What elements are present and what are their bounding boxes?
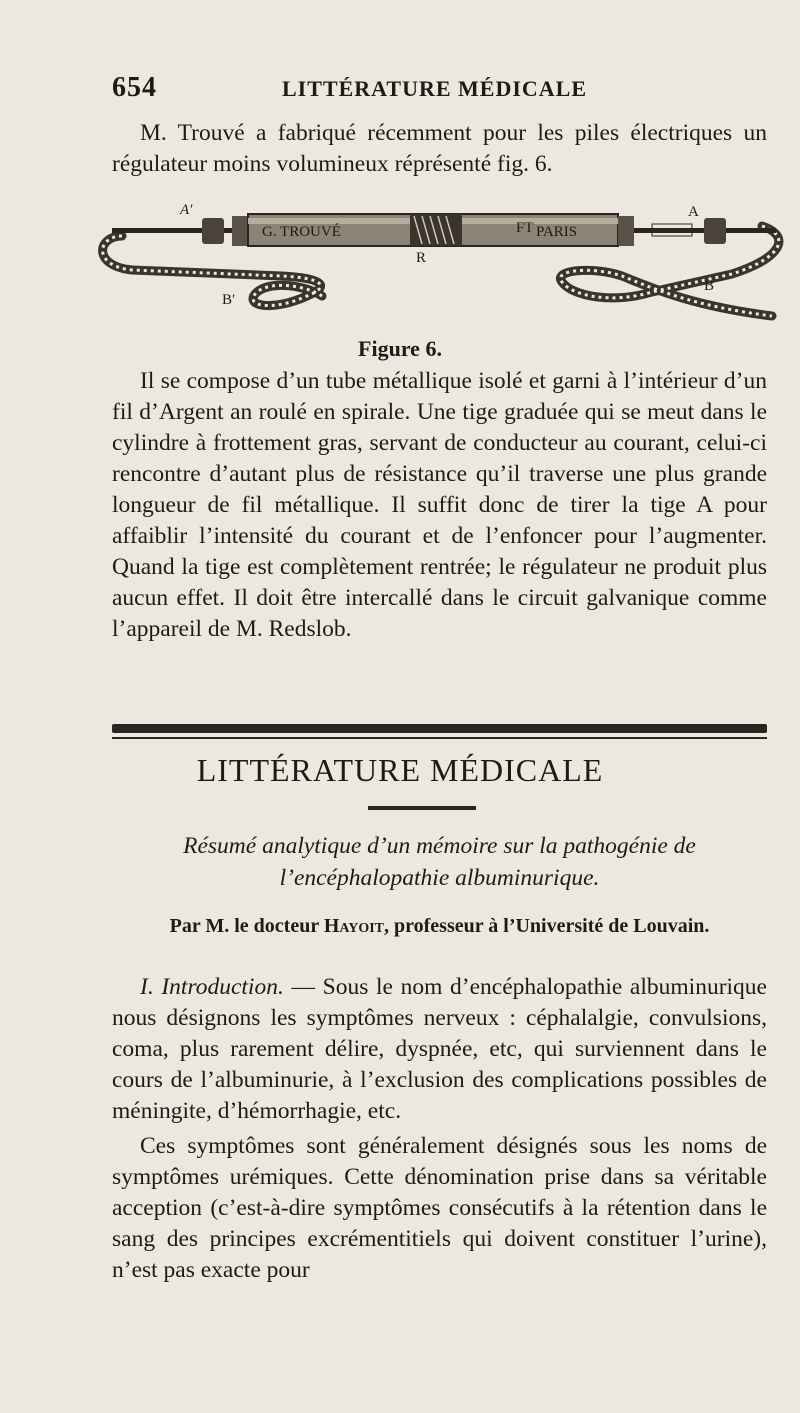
page-number: 654 xyxy=(112,72,157,103)
running-title: LITTÉRATURE MÉDICALE xyxy=(282,76,588,101)
left-rod xyxy=(112,228,252,233)
symptoms-paragraph: Ces symptômes sont généralement désignés sous les noms de symptômes urémiques. Cette dénomination prise dans sa véritable acception (c’est-à-dire symptômes consécutifs à la rétention dans le sang des principes excrémentitiels qui doivent constituer l’urine), n’est pas exacte pour xyxy=(112,1133,767,1283)
label-r: R xyxy=(416,250,427,266)
regulator-engraving xyxy=(92,196,792,336)
article-byline xyxy=(112,915,767,938)
section-divider-thick xyxy=(112,724,767,733)
right-rod xyxy=(634,228,704,233)
byline-suffix: , professeur à l’Université de Louvain. xyxy=(384,915,710,937)
title-underline xyxy=(368,806,476,810)
engraving-text-3: PARIS xyxy=(536,224,578,240)
author-name: Hayoit xyxy=(323,915,384,937)
intro-paragraph: M. Trouvé a fabriqué récemment pour les piles électriques un régulateur moins volumineux réprésenté fig. 6. xyxy=(112,120,767,177)
description-paragraph: Il se compose d’un tube métallique isolé et garni à l’intérieur d’un fil d’Argent an roulé en spirale. Une tige graduée qui se meut dans le cylindre à frottement gras, servant de conducteur au courant, celui-ci rencontre d’autant plus de résistance qu’il traverse une plus grande longueur de fil métallique. Il suffit donc de tirer la tige A pour affaiblir l’intensité du courant et de l’enfoncer pour l’augmenter. Quand la tige est complètement rentrée; le régulateur ne produit plus aucun effet. Il doit être intercallé dans le circuit galvanique comme l’appareil de M. Redslob. xyxy=(112,368,767,642)
right-knob xyxy=(704,218,726,244)
right-rod-end xyxy=(726,228,776,233)
right-cap xyxy=(618,216,634,246)
introduction-label: I. Introduction. xyxy=(140,974,284,1000)
introduction-paragraph xyxy=(112,972,767,1127)
label-b: B xyxy=(704,278,715,294)
introduction-text: — Sous le nom d’encéphalopathie albuminurique nous désignons les symptômes nerveux : céphalalgie, convulsions, coma, plus rarement délire, dyspnée, etc, qui surviennent dans le cours de l’albuminurie, à l’exclusion des complications possibles de méningite, d’hémorrhagie, etc. xyxy=(112,974,767,1124)
byline-prefix: Par M. le docteur xyxy=(169,915,324,937)
article-subtitle: Résumé analytique d’un mémoire sur la pathogénie de l’encéphalopathie albuminurique. xyxy=(183,833,696,891)
left-knob xyxy=(202,218,224,244)
section-title: LITTÉRATURE MÉDICALE xyxy=(196,752,604,788)
left-cap xyxy=(232,216,248,246)
section-divider-thin xyxy=(112,737,767,739)
label-b-prime: B′ xyxy=(222,292,236,308)
label-a: A xyxy=(688,204,699,220)
figure-caption: Figure 6. xyxy=(358,336,442,361)
engraving-text: G. TROUVÉ xyxy=(262,224,341,240)
label-a-prime: A′ xyxy=(180,202,193,218)
engraving-text-2: FT xyxy=(516,220,534,236)
page-header xyxy=(112,72,772,106)
figure-6-illustration xyxy=(92,196,792,336)
